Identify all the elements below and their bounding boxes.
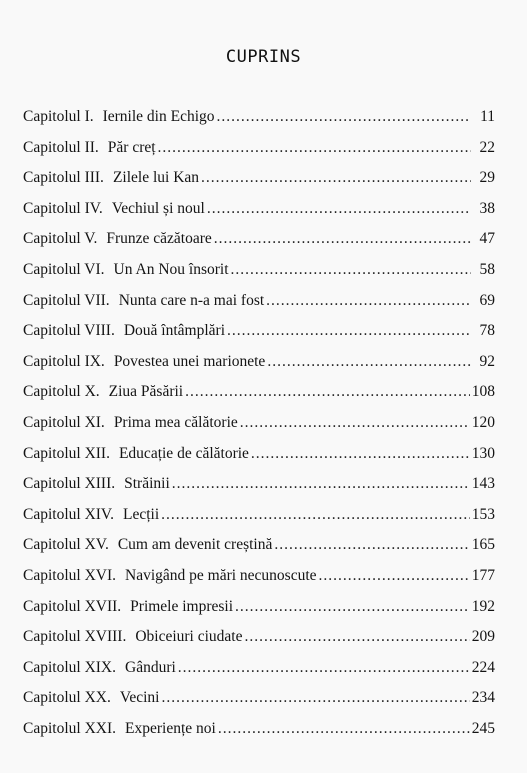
- toc-page-number: 234: [471, 689, 495, 707]
- toc-chapter-title: Un An Nou însorit: [113, 260, 229, 278]
- toc-page-number: 22: [479, 138, 495, 156]
- toc-dot-leader: [214, 224, 471, 255]
- toc-dot-leader: [161, 683, 469, 714]
- toc-entry: [23, 561, 495, 592]
- toc-dot-leader: [185, 377, 470, 408]
- toc-entry: [23, 653, 495, 684]
- toc-chapter-number: Capitolul XX.: [23, 689, 111, 707]
- toc-chapter-title: Zilele lui Kan: [112, 169, 200, 187]
- toc-entry: [23, 683, 495, 714]
- toc-entry: [23, 347, 495, 378]
- table-of-contents: [23, 102, 495, 744]
- toc-page-number: 143: [471, 475, 495, 493]
- toc-chapter-title: Străinii: [124, 475, 170, 493]
- toc-entry-label: [23, 622, 243, 653]
- toc-page-number: 209: [471, 628, 495, 646]
- toc-chapter-number: Capitolul XIX.: [23, 658, 116, 676]
- toc-entry: [23, 224, 495, 255]
- toc-dot-leader: [217, 102, 471, 133]
- toc-dot-leader: [178, 653, 470, 684]
- toc-dot-leader: [235, 592, 470, 623]
- toc-page-number: 47: [479, 230, 495, 248]
- toc-entry-label: [23, 347, 265, 378]
- toc-dot-leader: [274, 530, 469, 561]
- toc-chapter-number: Capitolul II.: [23, 138, 99, 156]
- toc-dot-leader: [240, 408, 470, 439]
- toc-chapter-number: Capitolul XVII.: [23, 597, 122, 615]
- toc-entry-label: [23, 316, 225, 347]
- toc-entry: [23, 714, 495, 745]
- toc-entry-label: [23, 500, 159, 531]
- toc-dot-leader: [172, 469, 470, 500]
- toc-entry-label: [23, 194, 205, 225]
- toc-entry: [23, 133, 495, 164]
- toc-entry-label: [23, 255, 229, 286]
- toc-entry-label: [23, 408, 238, 439]
- toc-entry-label: [23, 653, 176, 684]
- toc-chapter-title: Ziua Păsării: [108, 383, 184, 401]
- toc-entry-label: [23, 561, 317, 592]
- toc-page-number: 224: [471, 658, 495, 676]
- toc-entry-label: [23, 286, 264, 317]
- toc-page-number: 192: [471, 597, 495, 615]
- toc-chapter-title: Prima mea călătorie: [113, 413, 238, 431]
- toc-chapter-number: Capitolul XIII.: [23, 475, 116, 493]
- toc-dot-leader: [227, 316, 471, 347]
- toc-chapter-title: Iernile din Echigo: [102, 108, 215, 125]
- toc-entry-label: [23, 377, 183, 408]
- toc-dot-leader: [267, 347, 471, 378]
- toc-entry-label: [23, 530, 272, 561]
- toc-entry: [23, 592, 495, 623]
- page-title: CUPRINS: [225, 47, 302, 67]
- toc-chapter-title: Obiceiuri ciudate: [135, 628, 243, 646]
- toc-page-number: 11: [480, 108, 495, 125]
- toc-chapter-title: Vecini: [119, 689, 160, 707]
- toc-entry: [23, 255, 495, 286]
- toc-page-number: 78: [479, 322, 495, 340]
- toc-dot-leader: [251, 439, 470, 470]
- toc-chapter-title: Primele impresii: [130, 597, 234, 615]
- toc-page-number: 69: [479, 291, 495, 309]
- toc-entry: [23, 408, 495, 439]
- toc-entry: [23, 194, 495, 225]
- toc-chapter-number: Capitolul X.: [23, 383, 100, 401]
- toc-page-number: 153: [471, 505, 495, 523]
- toc-entry: [23, 286, 495, 317]
- toc-chapter-title: Gânduri: [125, 658, 176, 676]
- toc-dot-leader: [201, 163, 471, 194]
- toc-entry-label: [23, 102, 215, 133]
- toc-entry: [23, 500, 495, 531]
- toc-chapter-title: Două întâmplări: [123, 322, 225, 340]
- toc-page-number: 38: [479, 199, 495, 217]
- toc-chapter-title: Vechiul și noul: [111, 199, 205, 217]
- toc-entry: [23, 163, 495, 194]
- toc-page-number: 29: [479, 169, 495, 187]
- toc-page-number: 92: [479, 352, 495, 370]
- toc-chapter-number: Capitolul XVI.: [23, 566, 116, 584]
- toc-chapter-title: Cum am devenit creștină: [117, 536, 273, 554]
- toc-entry: [23, 102, 495, 133]
- toc-entry-label: [23, 714, 216, 745]
- toc-entry-label: [23, 683, 159, 714]
- toc-chapter-number: Capitolul VI.: [23, 260, 105, 278]
- toc-entry: [23, 530, 495, 561]
- toc-dot-leader: [319, 561, 470, 592]
- toc-dot-leader: [158, 133, 471, 164]
- toc-chapter-number: Capitolul XV.: [23, 536, 109, 554]
- toc-chapter-number: Capitolul VII.: [23, 291, 110, 309]
- toc-chapter-title: Frunze căzătoare: [106, 230, 212, 248]
- toc-page-number: 120: [471, 413, 495, 431]
- toc-entry-label: [23, 439, 249, 470]
- toc-entry: [23, 469, 495, 500]
- toc-page-number: 58: [479, 260, 495, 278]
- toc-entry: [23, 622, 495, 653]
- toc-chapter-title: Lecții: [123, 505, 160, 523]
- toc-page-number: 130: [471, 444, 495, 462]
- toc-page-number: 177: [471, 566, 495, 584]
- toc-chapter-number: Capitolul I.: [23, 108, 94, 125]
- toc-entry-label: [23, 592, 233, 623]
- toc-chapter-number: Capitolul XII.: [23, 444, 110, 462]
- toc-chapter-number: Capitolul IX.: [23, 352, 105, 370]
- toc-dot-leader: [207, 194, 471, 225]
- toc-chapter-title: Navigând pe mări necunoscute: [125, 566, 317, 584]
- toc-entry-label: [23, 133, 156, 164]
- toc-dot-leader: [161, 500, 470, 531]
- toc-entry-label: [23, 163, 199, 194]
- toc-chapter-number: Capitolul VIII.: [23, 322, 115, 340]
- toc-entry-label: [23, 469, 170, 500]
- toc-entry: [23, 316, 495, 347]
- toc-page-number: 245: [471, 719, 495, 737]
- toc-chapter-number: Capitolul XXI.: [23, 719, 116, 737]
- toc-dot-leader: [266, 286, 471, 317]
- toc-chapter-title: Educație de călătorie: [118, 444, 249, 462]
- toc-chapter-title: Nunta care n-a mai fost: [118, 291, 265, 309]
- toc-chapter-number: Capitolul XVIII.: [23, 628, 127, 646]
- toc-entry-label: [23, 224, 212, 255]
- toc-chapter-number: Capitolul XIV.: [23, 505, 114, 523]
- toc-dot-leader: [218, 714, 470, 745]
- toc-dot-leader: [231, 255, 472, 286]
- toc-chapter-title: Păr creț: [107, 138, 156, 156]
- toc-chapter-title: Povestea unei marionete: [113, 352, 266, 370]
- toc-chapter-number: Capitolul XI.: [23, 413, 105, 431]
- toc-chapter-number: Capitolul III.: [23, 169, 104, 187]
- toc-chapter-title: Experiențe noi: [125, 719, 216, 737]
- toc-entry: [23, 439, 495, 470]
- toc-chapter-number: Capitolul IV.: [23, 199, 103, 217]
- toc-dot-leader: [245, 622, 470, 653]
- toc-page-number: 165: [471, 536, 495, 554]
- toc-page-number: 108: [471, 383, 495, 401]
- toc-chapter-number: Capitolul V.: [23, 230, 98, 248]
- toc-entry: [23, 377, 495, 408]
